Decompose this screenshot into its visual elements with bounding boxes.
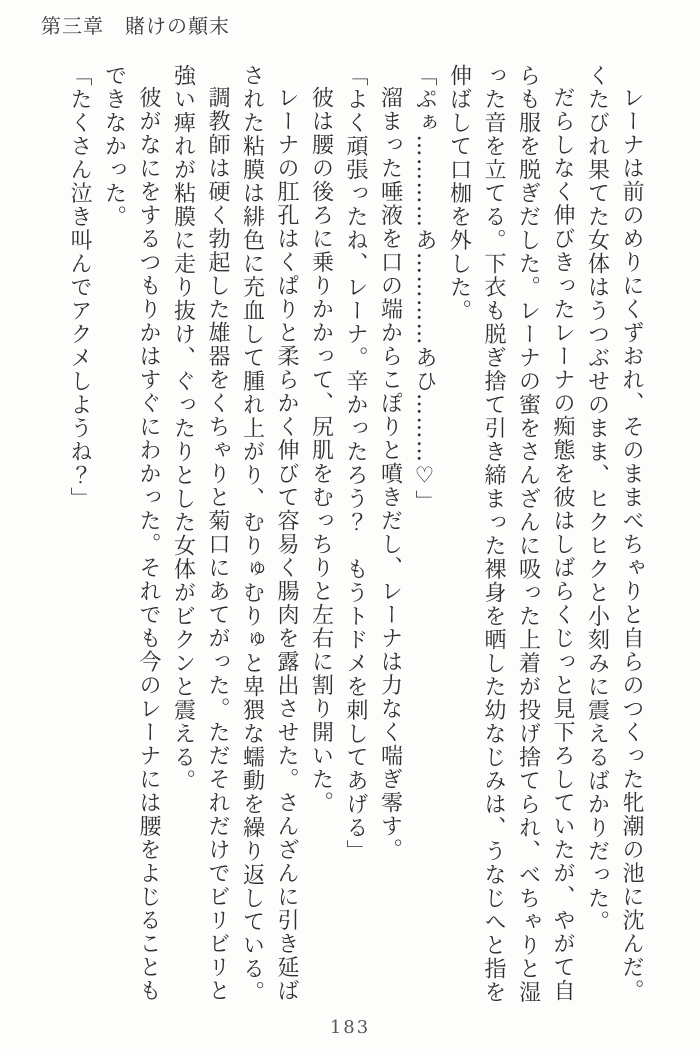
main-text — [62, 64, 649, 1010]
paragraph-narrative: 溜まった唾液を口の端からこぽりと噴きだし、レーナは力なく喘ぎ零す。 — [377, 86, 403, 862]
paragraph-narrative: レーナは前のめりにくずおれ、そのままべちゃりと自らのつくった牝潮の池に沈んだ。くたびれ果てた女体はうつぶせのまま、ヒクヒクと小刻みに震えるばかりだった。 — [584, 64, 644, 1003]
paragraph-narrative: 調教師は硬く勃起した雄器をくちゃりと菊口にあてがった。ただそれだけでビリビリと強い痺れが粘膜に走り抜け、ぐったりとした女体がビクンと震える。 — [170, 64, 230, 1003]
paragraph-narrative: だらしなく伸びきったレーナの痴態を彼はしばらくじっと見下ろしていたが、やがて自らも服を脱ぎだした。レーナの蜜をさんざんに吸った上着が投げ捨てられ、べちゃりと湿った音を立てる。下衣も脱ぎ捨て引き締まった裸身を晒した幼なじみは、うなじへと指を伸ばして口枷を外した。 — [446, 64, 575, 1004]
paragraph-narrative: レーナの肛孔はくぱりと柔らかく伸びて容易く腸肉を露出させた。さんざんに引き延ばされた粘膜は緋色に充血して腫れ上がり、むりゅむりゅと卑猥な蠕動を繰り返している。 — [239, 64, 299, 1004]
paragraph-narrative: 彼がなにをするつもりかはすぐにわかった。それでも今のレーナには腰をよじることもできなかった。 — [101, 64, 161, 1003]
paragraph-dialogue: 「よく頑張ったね、レーナ。辛かったろう？ もうトドメを刺してあげる」 — [343, 64, 368, 863]
chapter-header: 第三章 賭けの顛末 — [41, 14, 230, 38]
paragraph-narrative: 彼は腰の後ろに乗りかかって、尻肌をむっちりと左右に割り開いた。 — [308, 86, 334, 815]
paragraph-dialogue: 「ぷぁ…………あ…………あひ………♡」 — [412, 64, 437, 514]
paragraph-dialogue: 「たくさん泣き叫んでアクメしようね？」 — [67, 64, 92, 511]
page-number: 183 — [329, 1017, 371, 1038]
